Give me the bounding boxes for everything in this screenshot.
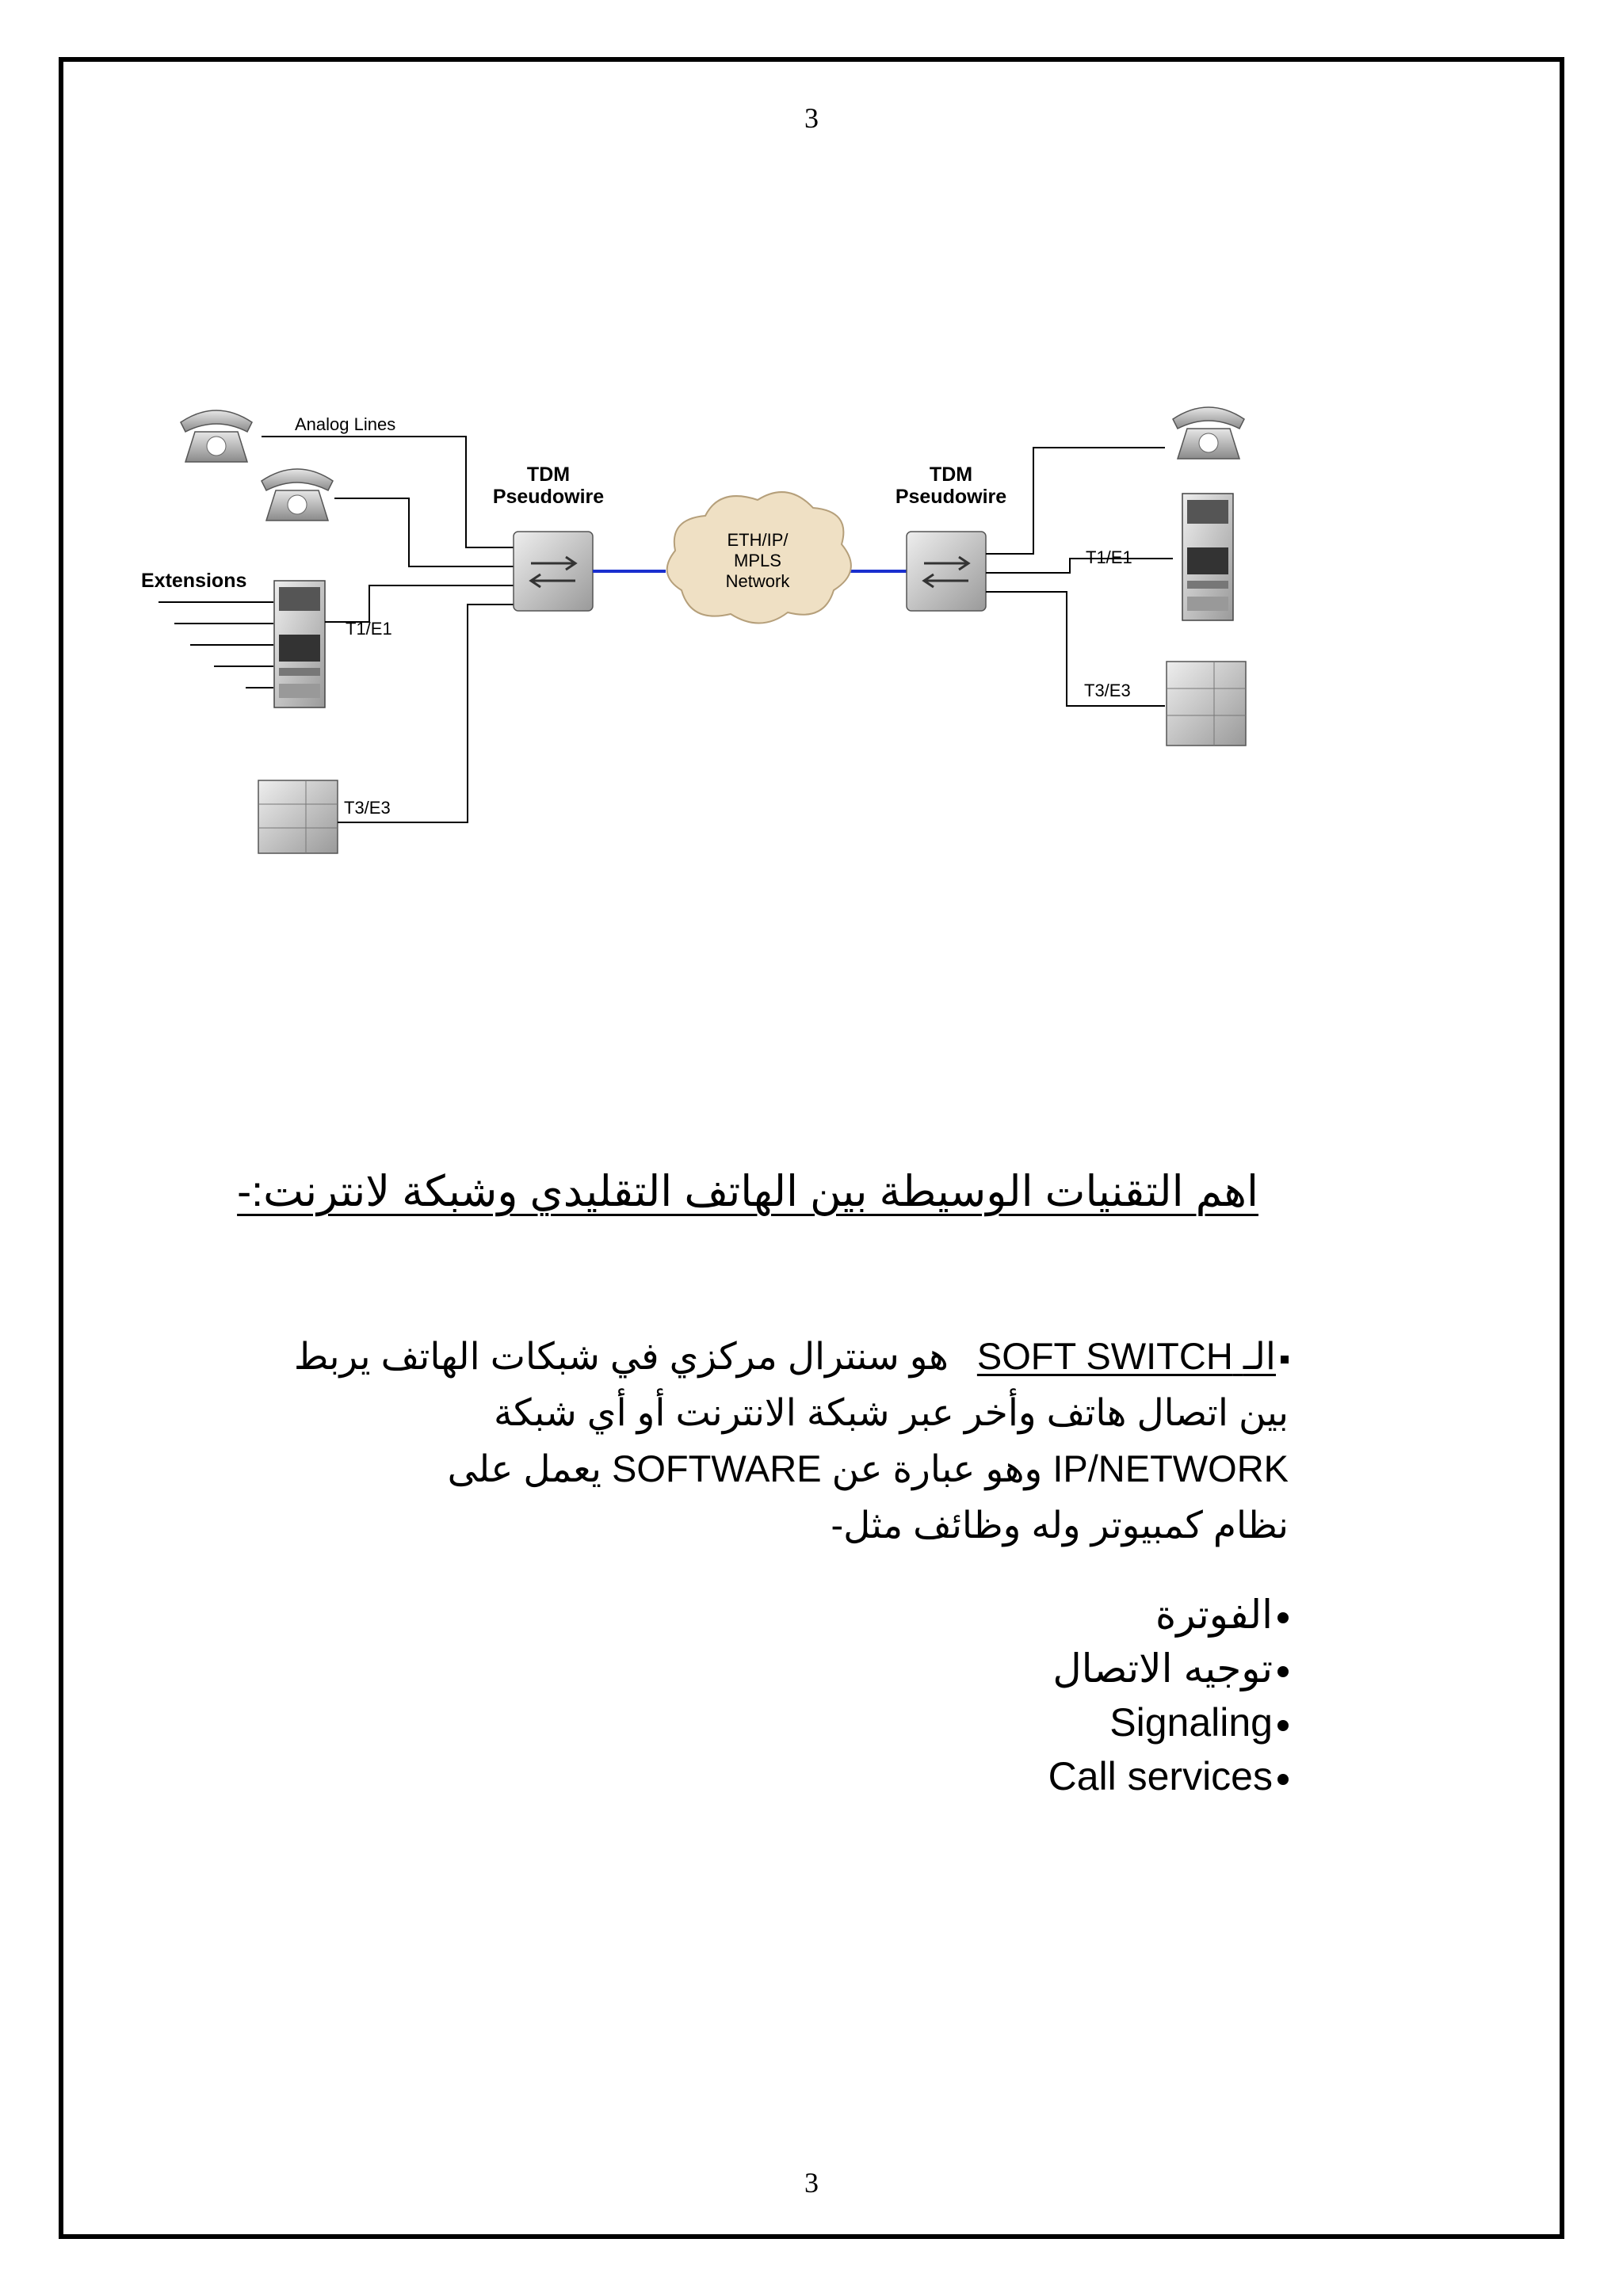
paragraph-line-3 bbox=[274, 1440, 1289, 1497]
left-t3e3-label: T3/E3 bbox=[344, 798, 391, 818]
software-term: SOFTWARE bbox=[612, 1447, 822, 1489]
left-pseudowire-device-icon bbox=[514, 532, 593, 611]
cloud-label-2: MPLS bbox=[734, 551, 781, 570]
telephone-icon bbox=[181, 410, 252, 462]
right-pseudowire-device-icon bbox=[907, 532, 986, 611]
paragraph-line-3-rest: يعمل على bbox=[447, 1447, 601, 1489]
soft-switch-paragraph bbox=[274, 1328, 1289, 1553]
t3-device-icon bbox=[258, 780, 338, 853]
bullet-dot-icon bbox=[1277, 1666, 1289, 1677]
left-pseudowire-label: Pseudowire bbox=[492, 486, 605, 508]
pbx-server-icon bbox=[274, 581, 325, 707]
ip-network-term: IP/NETWORK bbox=[1052, 1447, 1289, 1489]
pbx-server-icon bbox=[1182, 494, 1233, 620]
list-item-text: Signaling bbox=[1109, 1700, 1273, 1745]
page-number-bottom: 3 bbox=[804, 2167, 819, 2199]
square-bullet-icon bbox=[1281, 1356, 1289, 1363]
bullet-dot-icon bbox=[1277, 1774, 1289, 1785]
paragraph-line-2: بين اتصال هاتف وأخر عبر شبكة الانترنت أو أي شبكة bbox=[494, 1391, 1289, 1433]
right-connection-lines bbox=[986, 448, 1173, 706]
soft-switch-term bbox=[977, 1335, 1276, 1377]
right-t3e3-label: T3/E3 bbox=[1084, 681, 1131, 700]
list-item bbox=[1048, 1588, 1289, 1642]
list-item bbox=[1048, 1749, 1289, 1803]
bullet-dot-icon bbox=[1277, 1612, 1289, 1623]
list-item bbox=[1048, 1642, 1289, 1695]
soft-switch-prefix: الـ bbox=[1243, 1335, 1276, 1377]
telephone-icon bbox=[1173, 407, 1244, 459]
list-item bbox=[1048, 1695, 1289, 1749]
paragraph-line-3-mid: وهو عبارة عن bbox=[831, 1447, 1043, 1489]
extensions-label: Extensions bbox=[141, 570, 247, 592]
bullet-dot-icon bbox=[1277, 1720, 1289, 1731]
cloud-label-3: Network bbox=[725, 571, 790, 591]
network-diagram bbox=[127, 392, 1284, 868]
soft-switch-label: SOFT SWITCH bbox=[976, 1335, 1233, 1377]
list-item-text: Call services bbox=[1048, 1754, 1273, 1798]
list-item-text: الفوترة bbox=[1155, 1592, 1273, 1637]
paragraph-line-4: نظام كمبيوتر وله وظائف مثل- bbox=[831, 1504, 1289, 1546]
section-heading: اهم التقنيات الوسيطة بين الهاتف التقليدي وشبكة لانترنت:- bbox=[237, 1168, 1258, 1215]
telephone-icon bbox=[262, 469, 333, 521]
right-tdm-label: TDM bbox=[929, 463, 973, 486]
extension-lines bbox=[158, 602, 273, 688]
right-t1e1-label: T1/E1 bbox=[1086, 547, 1132, 567]
analog-lines-label: Analog Lines bbox=[295, 414, 396, 434]
functions-list bbox=[1048, 1588, 1289, 1803]
left-t1e1-label: T1/E1 bbox=[346, 619, 392, 639]
paragraph-line-1 bbox=[274, 1328, 1289, 1384]
t3-device-icon bbox=[1167, 662, 1246, 746]
page-number-top: 3 bbox=[804, 102, 819, 134]
left-tdm-label: TDM bbox=[526, 463, 571, 486]
right-pseudowire-label: Pseudowire bbox=[895, 486, 1007, 508]
page-border bbox=[59, 57, 1564, 2239]
cloud-label-1: ETH/IP/ bbox=[727, 530, 789, 550]
list-item-text: توجيه الاتصال bbox=[1052, 1646, 1273, 1691]
paragraph-line-1-text: هو سنترال مركزي في شبكات الهاتف يربط bbox=[293, 1335, 949, 1377]
